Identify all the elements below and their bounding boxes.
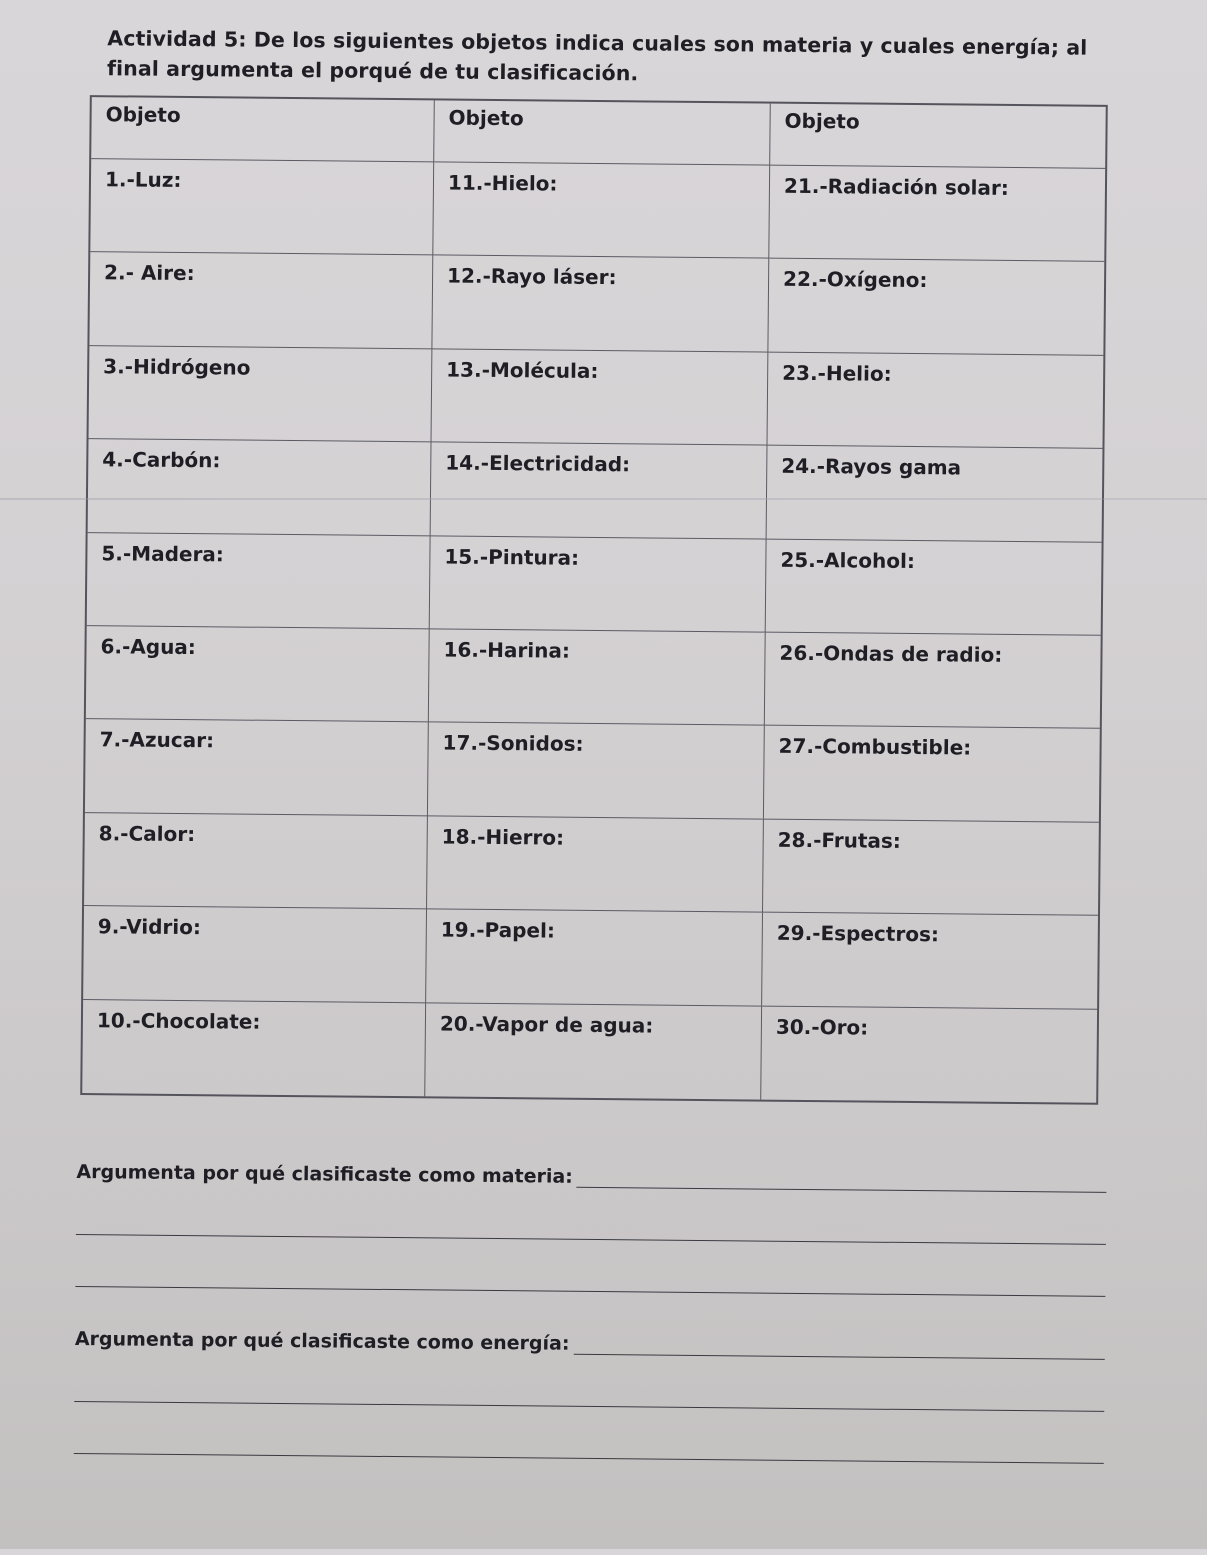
header-cell: Objeto bbox=[770, 104, 1106, 169]
activity-title: Actividad 5: De los siguientes objetos indica cuales son materia y cuales energía; al final argumenta el porqué de tu clasificación. bbox=[106, 26, 1088, 86]
energia-prompt: Argumenta por qué clasificaste como energía: bbox=[74, 1327, 570, 1355]
object-cell[interactable]: 22.-Oxígeno: bbox=[768, 259, 1104, 356]
object-cell[interactable]: 27.-Combustible: bbox=[764, 726, 1100, 823]
object-cell[interactable]: 8.-Calor: bbox=[84, 813, 428, 910]
object-cell[interactable]: 30.-Oro: bbox=[775, 1014, 869, 1040]
object-cell[interactable]: 17.-Sonidos: bbox=[428, 723, 765, 820]
energia-answer-line-2[interactable] bbox=[74, 1400, 1104, 1412]
object-cell[interactable]: 19.-Papel: bbox=[426, 910, 763, 1007]
object-cell[interactable]: 3.-Hidrógeno bbox=[89, 346, 433, 443]
object-cell[interactable]: 24.-Rayos gama bbox=[767, 446, 1103, 543]
object-cell[interactable]: 21.-Radiación solar: bbox=[769, 166, 1105, 263]
object-cell[interactable]: 2.- Aire: bbox=[89, 252, 433, 349]
object-cell[interactable]: 14.-Electricidad: bbox=[431, 443, 768, 540]
objects-table bbox=[80, 95, 1108, 1105]
object-cell[interactable]: 20.-Vapor de agua: bbox=[425, 1003, 762, 1100]
energia-argument-section bbox=[74, 1320, 1105, 1464]
object-cell[interactable]: 16.-Harina: bbox=[429, 629, 766, 726]
object-cell[interactable]: 15.-Pintura: bbox=[430, 536, 767, 633]
energia-answer-line-1[interactable] bbox=[573, 1334, 1105, 1360]
materia-argument-section bbox=[75, 1153, 1106, 1297]
object-cell[interactable]: 1.-Luz: bbox=[90, 159, 434, 256]
materia-answer-line-2[interactable] bbox=[76, 1233, 1106, 1245]
object-cell[interactable]: 25.-Alcohol: bbox=[766, 539, 1102, 636]
energia-answer-line-3[interactable] bbox=[74, 1452, 1104, 1464]
materia-prompt: Argumenta por qué clasificaste como materia: bbox=[76, 1161, 573, 1188]
materia-answer-line-1[interactable] bbox=[577, 1167, 1107, 1193]
object-cell[interactable]: 7.-Azucar: bbox=[85, 719, 429, 816]
object-cell[interactable]: 29.-Espectros: bbox=[762, 913, 1098, 1010]
object-cell[interactable]: 6.-Agua: bbox=[86, 626, 430, 723]
object-cell[interactable]: 26.-Ondas de radio: bbox=[765, 633, 1101, 730]
object-cell[interactable]: 12.-Rayo láser: bbox=[432, 256, 769, 353]
object-cell[interactable]: 23.-Helio: bbox=[767, 352, 1103, 449]
object-cell[interactable]: 5.-Madera: bbox=[87, 533, 431, 630]
header-cell: Objeto bbox=[91, 97, 435, 162]
paper-fold-line bbox=[0, 498, 1207, 500]
object-cell[interactable]: 10.-Chocolate: bbox=[82, 1000, 426, 1097]
object-cell[interactable]: 13.-Molécula: bbox=[432, 349, 769, 446]
object-cell[interactable]: 4.-Carbón: bbox=[88, 439, 432, 536]
object-cell[interactable]: 9.-Vidrio: bbox=[83, 906, 427, 1003]
object-cell[interactable]: 28.-Frutas: bbox=[763, 819, 1099, 916]
header-cell: Objeto bbox=[434, 100, 771, 165]
object-cell[interactable]: 18.-Hierro: bbox=[427, 816, 764, 913]
materia-answer-line-3[interactable] bbox=[75, 1285, 1105, 1297]
object-cell[interactable]: 11.-Hielo: bbox=[433, 162, 770, 259]
